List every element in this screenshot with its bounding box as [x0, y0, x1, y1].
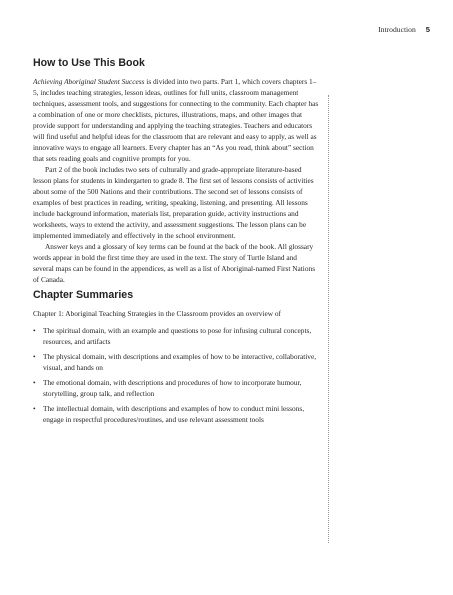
page-number: 5	[425, 25, 430, 34]
list-item: • The emotional domain, with descriptions and procedures of how to incorporate humour, storytelling, group talk, and reflection	[33, 377, 319, 399]
list-item: • The spiritual domain, with an example and questions to pose for infusing cultural concepts, resources, and artifacts	[33, 325, 319, 347]
margin-divider	[328, 95, 329, 543]
paragraph-1-text: is divided into two parts. Part 1, which covers chapters 1–5, includes teaching strategies, lesson ideas, outlines for full units, classroom management techniques, assessment tools, and suggestions for connecting to the community. Each chapter has a combination of one or more checklists, pictures, illustrations, maps, and other images that provide support for understanding and applying the teaching strategies. Teachers and educators will find useful and helpful ideas for the classroom that are relevant and easy to apply, as well as innovative ways to engage all learners. Every chapter has an “As you read, think about” section that sets reading goals and cognitive prompts for you.	[33, 77, 319, 163]
how-to-use-paragraph-3: Answer keys and a glossary of key terms can be found at the back of the book. All glossary words appear in bold the first time they are used in the text. The story of Turtle Island and several maps can be found in the appendices, as well as a list of Aboriginal-named First Nations of Canada.	[33, 242, 316, 284]
how-to-use-paragraph-2: Part 2 of the book includes two sets of culturally and grade-appropriate literature-based lesson plans for students in kindergarten to grade 8. The first set of lessons consists of activities about some of the 500 Nations and their contributions. The second set of lessons consists of examples of best practices in reading, writing, speaking, listening, and presenting. All lessons include background information, materials list, preparation guide, activity instructions and worksheets, ways to extend the activity, and assessment suggestions. The lesson plans can be implemented immediately and effectively in the school environment.	[33, 165, 314, 240]
how-to-use-heading: How to Use This Book	[33, 57, 145, 69]
chapter-summaries-heading: Chapter Summaries	[33, 289, 134, 301]
book-title: Achieving Aboriginal Student Success	[33, 77, 145, 86]
list-item: • The intellectual domain, with descriptions and examples of how to conduct mini lessons, engage in respectful procedures/routines, and use relevant assessment tools	[33, 403, 319, 425]
list-item: • The physical domain, with descriptions and examples of how to be interactive, collaborative, visual, and hands on	[33, 351, 319, 373]
how-to-use-paragraph-1	[33, 76, 319, 164]
running-head-section: Introduction	[378, 25, 416, 34]
running-head	[378, 25, 430, 35]
chapter-1-domain-list	[33, 325, 319, 425]
chapter-1-intro: Chapter 1: Aboriginal Teaching Strategies in the Classroom provides an overview of	[33, 309, 281, 318]
main-column	[33, 56, 319, 429]
